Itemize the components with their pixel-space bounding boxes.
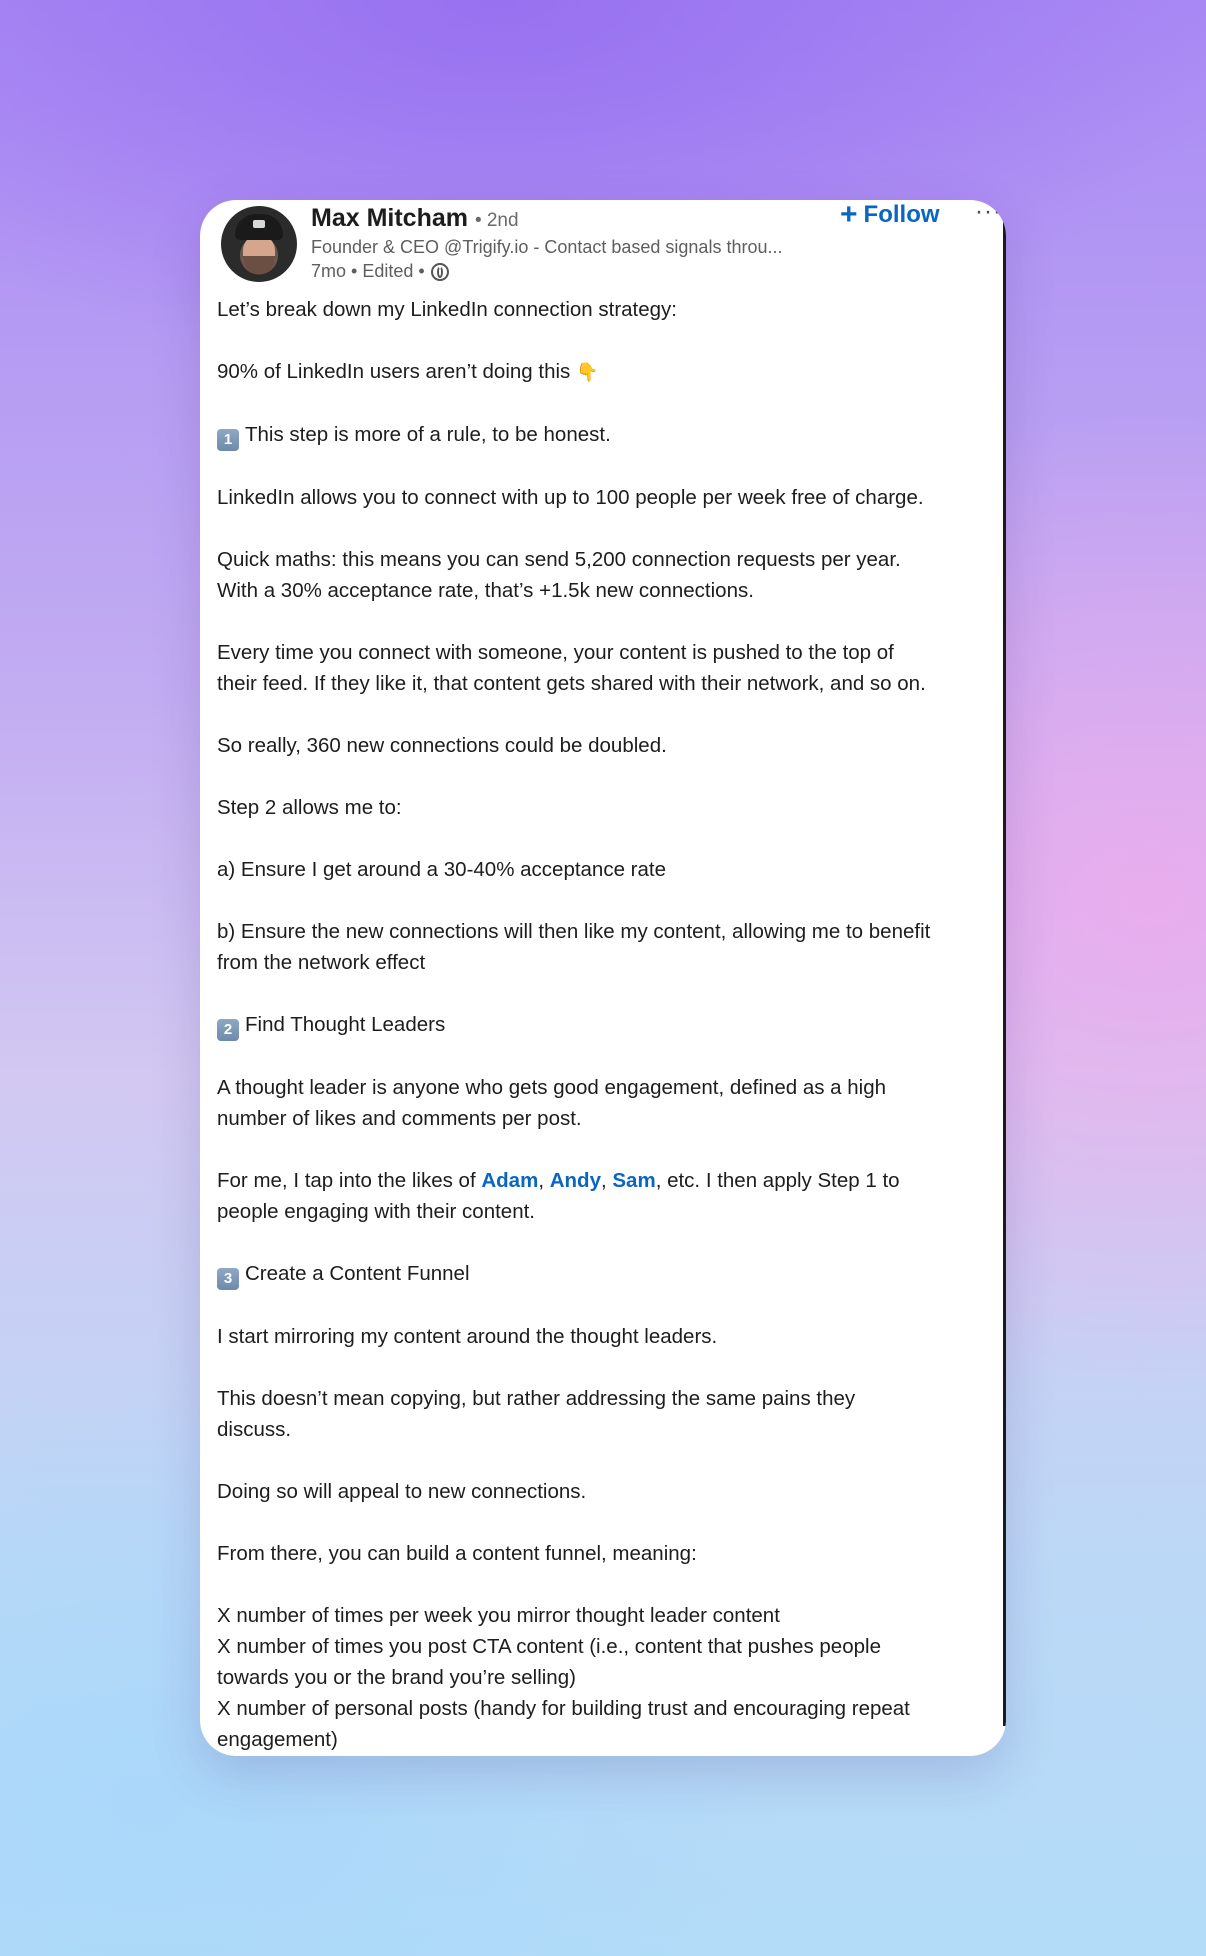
- list-item: X number of personal posts (handy for building trust and encouraging repeat: [217, 1697, 910, 1720]
- post-paragraph: [217, 637, 1006, 699]
- funnel-list: [217, 1600, 1006, 1755]
- follow-label: Follow: [863, 201, 940, 228]
- post-paragraph: [217, 1321, 1006, 1352]
- post-header: [200, 200, 1006, 290]
- paragraph-text: So really, 360 new connections could be doubled.: [217, 734, 667, 757]
- paragraph-line: A thought leader is anyone who gets good engagement, defined as a high: [217, 1076, 887, 1099]
- paragraph-text: , etc. I then apply Step 1 to: [655, 1169, 900, 1192]
- author-headline: Founder & CEO @Trigify.io - Contact based signals throu...: [311, 237, 783, 257]
- paragraph-text: Let’s break down my LinkedIn connection strategy:: [217, 298, 677, 321]
- author-name[interactable]: Max Mitcham: [311, 204, 468, 232]
- step-text: Find Thought Leaders: [245, 1013, 446, 1036]
- paragraph-line: discuss.: [217, 1418, 292, 1441]
- post-paragraph: [217, 1476, 1006, 1507]
- step-heading: [217, 1009, 1006, 1041]
- step-heading: [217, 419, 1006, 451]
- paragraph-text: Step 2 allows me to:: [217, 796, 402, 819]
- paragraph-line: their feed. If they like it, that content gets shared with their network, and so on.: [217, 672, 926, 695]
- paragraph-text: Doing so will appeal to new connections.: [217, 1480, 587, 1503]
- post-paragraph: [217, 482, 1006, 513]
- mention-link[interactable]: Adam: [481, 1169, 539, 1192]
- post-paragraph: [217, 294, 1006, 325]
- post-paragraph: [217, 916, 1006, 978]
- keycap-1-icon: 1: [217, 429, 239, 451]
- post-paragraph: [217, 730, 1006, 761]
- paragraph-text: LinkedIn allows you to connect with up to 100 people per week free of charge.: [217, 486, 924, 509]
- paragraph-line: [217, 1165, 1006, 1196]
- mention-link[interactable]: Sam: [612, 1169, 656, 1192]
- keycap-2-icon: 2: [217, 1019, 239, 1041]
- post-meta-text: 7mo • Edited •: [311, 261, 425, 281]
- paragraph-text: For me, I tap into the likes of: [217, 1169, 482, 1192]
- paragraph-line: Quick maths: this means you can send 5,200 connection requests per year.: [217, 548, 901, 571]
- paragraph-text: a) Ensure I get around a 30-40% acceptance rate: [217, 858, 667, 881]
- post-paragraph: [217, 1383, 1006, 1445]
- post-meta: [311, 261, 449, 282]
- separator-text: ,: [600, 1169, 613, 1192]
- post-paragraph: [217, 356, 1006, 388]
- step-text: Create a Content Funnel: [245, 1262, 470, 1285]
- separator-text: ,: [538, 1169, 550, 1192]
- card-edge-divider: [1003, 220, 1006, 1726]
- post-card: [200, 200, 1006, 1756]
- paragraph-line: from the network effect: [217, 951, 426, 974]
- mention-link[interactable]: Andy: [549, 1169, 601, 1192]
- follow-button[interactable]: [840, 200, 940, 230]
- connection-degree: • 2nd: [474, 210, 519, 231]
- post-paragraph: [217, 1072, 1006, 1134]
- globe-icon: [431, 263, 449, 281]
- list-item: X number of times per week you mirror thought leader content: [217, 1604, 780, 1627]
- post-paragraph: [217, 1538, 1006, 1569]
- post-paragraph: [217, 544, 1006, 606]
- avatar[interactable]: [221, 206, 297, 282]
- step-heading: [217, 1258, 1006, 1290]
- post-paragraph: [217, 792, 1006, 823]
- cap-logo-icon: [253, 220, 265, 228]
- avatar-beard: [243, 256, 275, 274]
- paragraph-line: This doesn’t mean copying, but rather addressing the same pains they: [217, 1387, 856, 1410]
- post-paragraph: [217, 1165, 1006, 1227]
- post-paragraph: [217, 854, 1006, 885]
- paragraph-text: From there, you can build a content funnel, meaning:: [217, 1542, 697, 1565]
- step-text: This step is more of a rule, to be honest.: [245, 423, 611, 446]
- paragraph-text: I start mirroring my content around the thought leaders.: [217, 1325, 718, 1348]
- paragraph-line: Every time you connect with someone, your content is pushed to the top of: [217, 641, 894, 664]
- author-line: [311, 204, 519, 233]
- paragraph-line: people engaging with their content.: [217, 1200, 535, 1223]
- list-item: X number of times you post CTA content (i.e., content that pushes people: [217, 1635, 881, 1658]
- paragraph-line: b) Ensure the new connections will then like my content, allowing me to benefit: [217, 920, 931, 943]
- paragraph-line: With a 30% acceptance rate, that’s +1.5k new connections.: [217, 579, 754, 602]
- paragraph-text: 90% of LinkedIn users aren’t doing this: [217, 360, 571, 383]
- paragraph-line: number of likes and comments per post.: [217, 1107, 582, 1130]
- plus-icon: +: [840, 200, 858, 231]
- pointing-down-icon: 👇: [575, 362, 599, 382]
- list-item: engagement): [217, 1728, 338, 1751]
- post-body: [217, 294, 1006, 1756]
- keycap-3-icon: 3: [217, 1268, 239, 1290]
- list-item: towards you or the brand you’re selling): [217, 1666, 576, 1689]
- more-options-icon[interactable]: ···: [975, 200, 1002, 225]
